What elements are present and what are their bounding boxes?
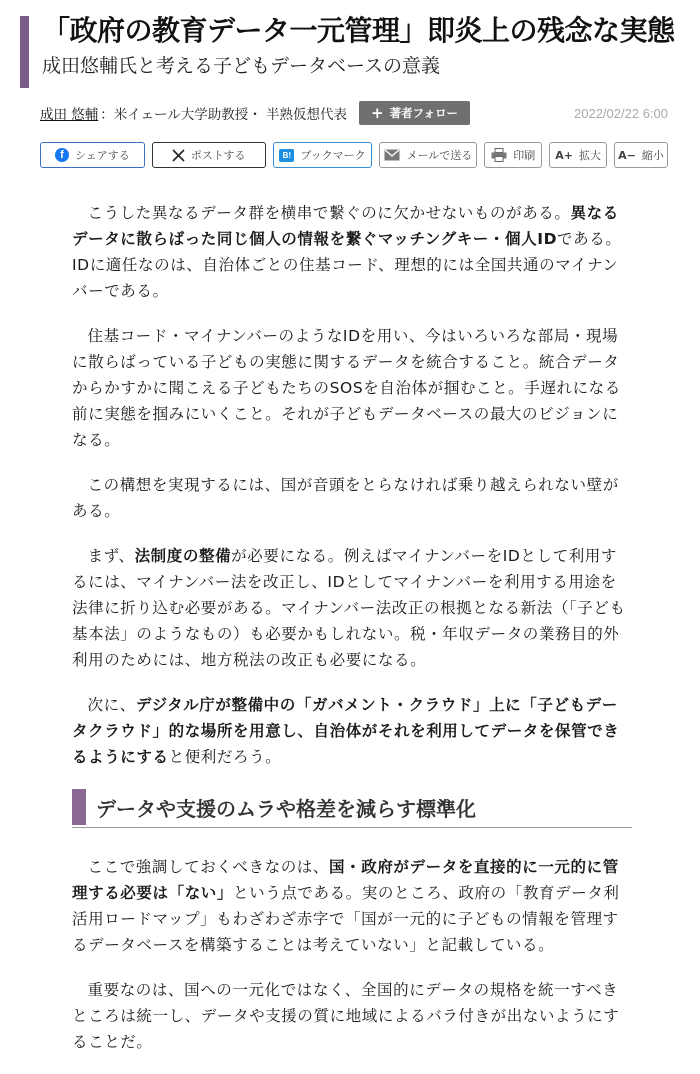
section-heading-text: データや支援のムラや格差を減らす標準化 bbox=[96, 797, 476, 821]
x-icon bbox=[172, 149, 185, 162]
plus-icon: + bbox=[370, 104, 384, 122]
facebook-icon: f bbox=[55, 148, 69, 162]
paragraph: ここで強調しておくべきなのは、国・政府がデータを直接的に一元的に管理する必要は「ない」という点である。実のところ、政府の「教育データ利活用ロードマップ」もわざわざ赤字で「国が一元的に子どもの情報を管理するデータベースを構築することは考えていない」と記載している。 bbox=[72, 858, 620, 954]
hatena-bookmark-button[interactable] bbox=[273, 142, 373, 168]
print-button[interactable] bbox=[484, 142, 542, 168]
page-title: 「政府の教育データ一元管理」即炎上の残念な実態 bbox=[42, 14, 675, 47]
section-accent-bar bbox=[72, 789, 86, 825]
paragraph: 次に、デジタル庁が整備中の「ガバメント・クラウド」上に「子どもデータクラウド」的な場所を用意し、自治体がそれを利用してデータを保管できるようにすると便利だろう。 bbox=[72, 696, 620, 766]
article-body bbox=[72, 200, 632, 1074]
x-post-button[interactable] bbox=[152, 142, 266, 168]
mail-icon bbox=[384, 149, 400, 161]
paragraph: 重要なのは、国への一元化ではなく、全国的にデータの規格を統一すべきところは統一し、データや支援の質に地域によるバラ付きが出ないようにすることだ。 bbox=[72, 981, 620, 1051]
paragraph: この構想を実現するには、国が音頭をとらなければ乗り越えられない壁がある。 bbox=[72, 476, 619, 520]
follow-label: 著者フォロー bbox=[389, 106, 458, 120]
mail-share-button[interactable] bbox=[379, 142, 477, 168]
author-link[interactable]: 成田 悠輔 bbox=[40, 107, 99, 123]
zoom-out-button[interactable] bbox=[614, 142, 668, 168]
print-label: 印刷 bbox=[513, 149, 536, 162]
facebook-share-button[interactable] bbox=[40, 142, 145, 168]
emphasis: 異なるデータに散らばった同じ個人の情報を繋ぐマッチングキー・個人ID bbox=[72, 204, 619, 248]
emphasis: 法制度の整備 bbox=[134, 547, 232, 565]
zoom-out-label: 縮小 bbox=[641, 149, 664, 162]
paragraph: まず、法制度の整備が必要になる。例えばマイナンバーをIDとして利用するには、マイナンバー法を改正し、IDとしてマイナンバーを利用する用途を法律に折り込む必要がある。マイナンバー法改正の根拠となる新法（「子ども基本法」のようなもの）も必要かもしれない。税・年収データの業務目的外利用のためには、地方税法の改正も必要になる。 bbox=[72, 547, 626, 669]
page-subtitle: 成田悠輔氏と考える子どもデータベースの意義 bbox=[42, 55, 441, 77]
zoom-in-button[interactable] bbox=[549, 142, 607, 168]
emphasis: デジタル庁が整備中の「ガバメント・クラウド」上に「子どもデータクラウド」的な場所を用意し、自治体がそれを利用してデータを保管できるようにする bbox=[72, 696, 620, 766]
emphasis: 国・政府がデータを直接的に一元的に管理する必要は「ない」 bbox=[72, 858, 619, 902]
section-heading bbox=[72, 789, 632, 828]
paragraph: こうした異なるデータ群を横串で繋ぐのに欠かせないものがある。異なるデータに散らばった同じ個人の情報を繋ぐマッチングキー・個人IDである。IDに適任なのは、自治体ごとの住基コード、理想的には全国共通のマイナンバーである。 bbox=[72, 204, 622, 300]
article-header bbox=[20, 12, 680, 80]
byline bbox=[40, 100, 668, 126]
zoom-out-icon: A− bbox=[618, 148, 636, 162]
author-affiliation: ：米イェール大学助教授・ 半熟仮想代表 bbox=[100, 107, 347, 123]
x-post-label: ポストする bbox=[190, 149, 246, 162]
print-icon bbox=[491, 148, 507, 162]
publish-date: 2022/02/22 6:00 bbox=[574, 105, 668, 121]
title-accent-bar bbox=[20, 16, 29, 88]
share-toolbar bbox=[40, 142, 668, 170]
zoom-in-label: 拡大 bbox=[578, 149, 601, 162]
follow-author-button[interactable] bbox=[359, 101, 470, 125]
hatena-bookmark-label: ブックマーク bbox=[300, 149, 366, 162]
hatena-bookmark-icon: B! bbox=[279, 149, 294, 162]
zoom-in-icon: A+ bbox=[555, 148, 573, 162]
mail-share-label: メールで送る bbox=[406, 149, 473, 162]
paragraph: 住基コード・マイナンバーのようなIDを用い、今はいろいろな部局・現場に散らばっている子どもの実態に関するデータを統合すること。統合データからかすかに聞こえる子どもたちのSOSを自治体が掴むこと。手遅れになる前に実態を掴みにいくこと。それが子どもデータベースの最大のビジョンになる。 bbox=[72, 327, 621, 449]
facebook-share-label: シェアする bbox=[75, 149, 130, 162]
